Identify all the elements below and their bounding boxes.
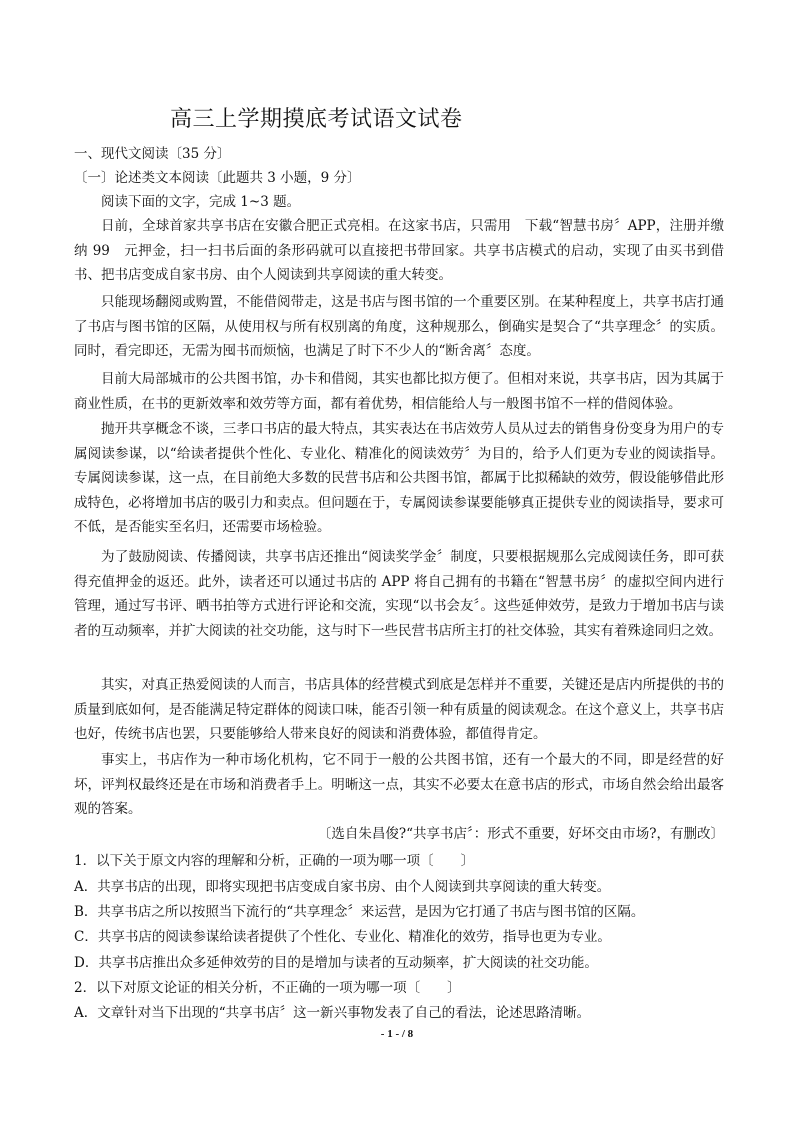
paragraph-2: 只能现场翻阅或购置，不能借阅带走，这是书店与图书馆的一个重要区别。在某种程度上，共享书店打通了书店与图书馆的区隔，从使用权与所有权别离的角度，这种规那么，倒确实是契合了“共享理念〞的实质。同时，看完即还，无需为囤书而烦恼，也满足了时下不少人的“断舍离〞态度。 — [74, 294, 724, 360]
paragraph-5: 为了鼓励阅读、传播阅读，共享书店还推出“阅读奖学金〞制度，只要根据规那么完成阅读任务，即可获得充值押金的返还。此外，读者还可以通过书店的 APP 将自己拥有的书籍在“智慧书房〞的虚拟空间内进行管理，通过写书评、晒书拍等方式进行评论和交流，实现“以书会友〞。这些延伸效劳，是致力于增加书店与读者的互动频率，并扩大阅读的社交功能，这与时下一些民营书店所主打的社交体验，其实有着殊途同归之效。 — [74, 549, 724, 639]
question-1-stem: 1．以下关于原文内容的理解和分析，正确的一项为哪一项〔 〕 — [74, 853, 475, 869]
page-number: - 1 - / 8 — [380, 1028, 414, 1040]
source-citation: 〔选自朱昌俊?“共享书店〞：形式不重要，好坏交由市场?，有删改〕 — [317, 826, 724, 842]
question-2-stem: 2．以下对原文论证的相关分析，不正确的一项为哪一项〔 〕 — [74, 980, 461, 996]
question-1-option-a: A．共享书店的出现，即将实现把书店变成自家书房、由个人阅读到共享阅读的重大转变。 — [74, 879, 611, 895]
question-1-option-b: B．共享书店之所以按照当下流行的“共享理念〞来运营，是因为它打通了书店与图书馆的区隔。 — [74, 904, 645, 920]
subsection-heading: 〔一〕论述类文本阅读〔此题共 3 小题，9 分〕 — [74, 170, 361, 186]
paragraph-3: 目前大局部城市的公共图书馆，办卡和借阅，其实也都比拟方便了。但相对来说，共享书店，因为其属于商业性质，在书的更新效率和效劳等方面，都有着优势，相信能给人与一般图书馆不一样的借阅体验。 — [74, 371, 724, 412]
paragraph-4: 抛开共享概念不谈，三孝口书店的最大特点，其实表达在书店效劳人员从过去的销售身份变身为用户的专属阅读参谋，以“给读者提供个性化、专业化、精准化的阅读效劳〞为目的，给予人们更为专业的阅读指导。专属阅读参谋，这一点，在目前绝大多数的民营书店和公共图书馆，都属于比拟稀缺的效劳，假设能够借此形成特色，必将增加书店的吸引力和卖点。但问题在于，专属阅读参谋要能够真正提供专业的阅读指导，要求可不低，是否能实至名归，还需要市场检验。 — [74, 421, 724, 536]
question-1-option-d: D．共享书店推出众多延伸效劳的目的是增加与读者的互动频率，扩大阅读的社交功能。 — [74, 955, 598, 971]
section-heading: 一、现代文阅读〔35 分〕 — [74, 146, 231, 162]
reading-instruction: 阅读下面的文字，完成 1~3 题。 — [101, 194, 301, 210]
paragraph-1: 日前，全球首家共享书店在安徽合肥正式亮相。在这家书店，只需用 下载“智慧书房〞APP，注册并缴纳 99 元押金，扫一扫书后面的条形码就可以直接把书带回家。共享书店模式的启动，实现了由买书到借书、把书店变成自家书房、由个人阅读到共享阅读的重大转变。 — [74, 218, 724, 284]
page-title: 高三上学期摸底考试语文试卷 — [170, 107, 463, 132]
question-2-option-a: A．文章针对当下出现的“共享书店〞这一新兴事物发表了自己的看法，论述思路清晰。 — [74, 1005, 591, 1021]
question-1-option-c: C．共享书店的阅读参谋给读者提供了个性化、专业化、精准化的效劳，指导也更为专业。 — [74, 929, 611, 945]
paragraph-6: 其实，对真正热爱阅读的人而言，书店具体的经营模式到底是怎样并不重要，关键还是店内所提供的书的质量到底如何，是否能满足特定群体的阅读口味，能否引领一种有质量的阅读观念。在这个意义上，共享书店也好，传统书店也罢，只要能够给人带来良好的阅读和消费体验，都值得肯定。 — [74, 677, 724, 743]
paragraph-7: 事实上，书店作为一种市场化机构，它不同于一般的公共图书馆，还有一个最大的不同，即是经营的好坏，评判权最终还是在市场和消费者手上。明晰这一点，其实不必要太在意书店的形式，市场自然会给出最客观的答案。 — [74, 752, 724, 818]
